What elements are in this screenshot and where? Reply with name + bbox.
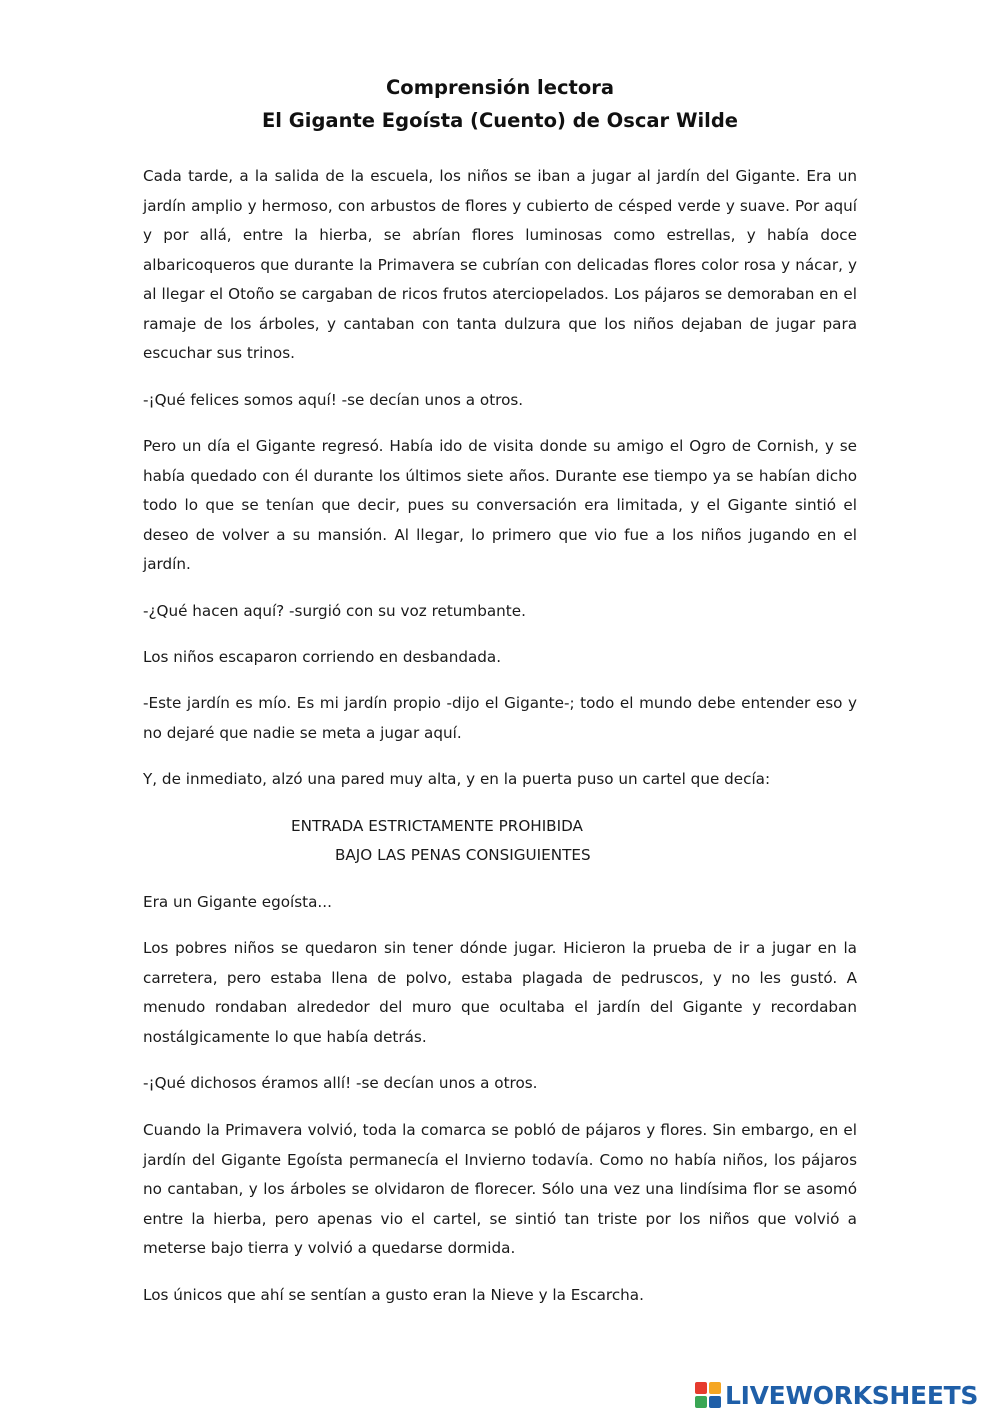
paragraph-7: Y, de inmediato, alzó una pared muy alta, y en la puerta puso un cartel que decía: <box>143 770 771 788</box>
paragraph-12: Los únicos que ahí se sentían a gusto eran la Nieve y la Escarcha. <box>143 1286 644 1304</box>
story-title: El Gigante Egoísta (Cuento) de Oscar Wilde <box>261 109 739 132</box>
paragraph-3: Pero un día el Gigante regresó. Había ido de visita donde su amigo el Ogro de Cornish, y se había quedado con él durante los últimos siete años. Durante ese tiempo ya se habían dicho todo lo que se tenían que decir, pues su conversación era limitada, y el Gigante sintió el deseo de volver a su mansión. Al llegar, lo primero que vio fue a los niños jugando en el jardín. <box>143 437 857 573</box>
paragraph-1: Cada tarde, a la salida de la escuela, los niños se iban a jugar al jardín del Gigante. Era un jardín amplio y hermoso, con arbustos de flores y cubierto de césped verde y suave. Por aquí y por allá, entre la hierba, se abrían flores luminosas como estrellas, y había doce albaricoqueros que durante la Primavera se cubrían con delicadas flores color rosa y nácar, y al llegar el Otoño se cargaban de ricos frutos aterciopelados. Los pájaros se demoraban en el ramaje de los árboles, y cantaban con tanta dulzura que los niños dejaban de jugar para escuchar sus trinos. <box>143 167 857 362</box>
paragraph-9: Los pobres niños se quedaron sin tener dónde jugar. Hicieron la prueba de ir a jugar en la carretera, pero estaba llena de polvo, estaba plagada de pedruscos, y no les gustó. A menudo rondaban alrededor del muro que ocultaba el jardín del Gigante y recordaban nostálgicamente lo que había detrás. <box>143 939 857 1046</box>
worksheet-title: Comprensión lectora <box>385 76 615 99</box>
paragraph-8: Era un Gigante egoísta... <box>143 893 332 911</box>
sign-line-1: ENTRADA ESTRICTAMENTE PROHIBIDA <box>291 817 583 835</box>
paragraph-5: Los niños escaparon corriendo en desbandada. <box>143 648 502 666</box>
sign-line-2: BAJO LAS PENAS CONSIGUIENTES <box>335 846 591 864</box>
paragraph-10: -¡Qué dichosos éramos allí! -se decían unos a otros. <box>143 1074 538 1092</box>
liveworksheets-brand-text: LIVEWORKSHEETS <box>725 1380 979 1410</box>
paragraph-11: Cuando la Primavera volvió, toda la comarca se pobló de pájaros y flores. Sin embargo, en el jardín del Gigante Egoísta permanecía el Invierno todavía. Como no había niños, los pájaros no cantaban, y los árboles se olvidaron de florecer. Sólo una vez una lindísima flor se asomó entre la hierba, pero apenas vio el cartel, se sintió tan triste por los niños que volvió a meterse bajo tierra y volvió a quedarse dormida. <box>143 1121 857 1257</box>
paragraph-2: -¡Qué felices somos aquí! -se decían unos a otros. <box>143 391 524 409</box>
paragraph-6: -Este jardín es mío. Es mi jardín propio -dijo el Gigante-; todo el mundo debe entender eso y no dejaré que nadie se meta a jugar aquí. <box>143 694 857 742</box>
liveworksheets-logo[interactable] <box>694 1380 978 1410</box>
paragraph-4: -¿Qué hacen aquí? -surgió con su voz retumbante. <box>143 602 526 620</box>
liveworksheets-logo-icon <box>694 1381 722 1409</box>
